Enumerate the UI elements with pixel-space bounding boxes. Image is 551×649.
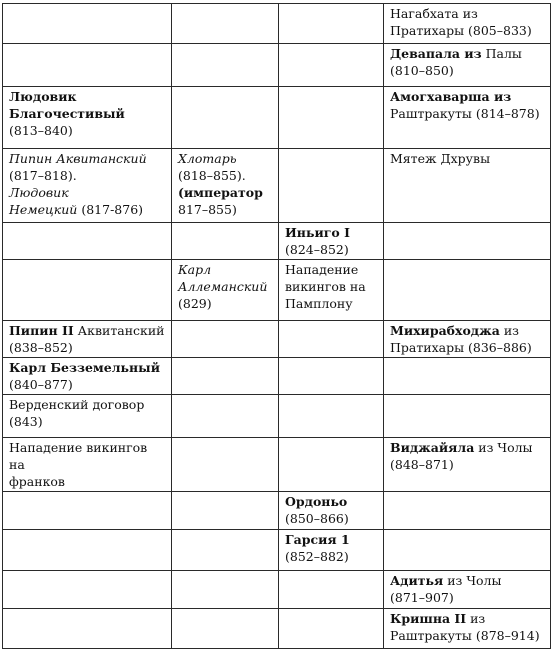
cell-text: из bbox=[499, 323, 519, 338]
table-cell-col2 bbox=[172, 492, 279, 530]
table-cell-col1 bbox=[3, 609, 172, 649]
table-row bbox=[3, 609, 551, 649]
cell-line bbox=[9, 88, 165, 105]
cell-text: Михирабходжа bbox=[390, 323, 500, 338]
cell-text: Нагабхата из bbox=[390, 6, 478, 21]
table-cell-col3 bbox=[279, 223, 384, 260]
table-cell-col2 bbox=[172, 571, 279, 609]
table-cell-col4 bbox=[384, 492, 551, 530]
table-cell-col3 bbox=[279, 438, 384, 492]
cell-text: Карл bbox=[178, 262, 212, 277]
table-cell-col2 bbox=[172, 149, 279, 223]
table-cell-col1 bbox=[3, 492, 172, 530]
table-cell-col4 bbox=[384, 321, 551, 358]
table-cell-col1 bbox=[3, 395, 172, 438]
cell-text: (810–850) bbox=[390, 63, 454, 78]
table-cell-col1 bbox=[3, 87, 172, 149]
table-cell-col4 bbox=[384, 4, 551, 44]
cell-line bbox=[390, 5, 544, 22]
cell-line bbox=[285, 224, 377, 241]
table-cell-col1 bbox=[3, 358, 172, 395]
table-cell-col4 bbox=[384, 260, 551, 321]
table-cell-col1 bbox=[3, 438, 172, 492]
table-cell-col4 bbox=[384, 149, 551, 223]
cell-line bbox=[178, 167, 272, 184]
table-row bbox=[3, 395, 551, 438]
table-cell-col4 bbox=[384, 87, 551, 149]
table-cell-col4 bbox=[384, 530, 551, 571]
cell-text: из Чолы bbox=[474, 440, 533, 455]
cell-line bbox=[9, 376, 165, 393]
table-cell-col2 bbox=[172, 395, 279, 438]
cell-line bbox=[9, 473, 165, 490]
cell-text: Карл Безземельный bbox=[9, 360, 160, 375]
cell-line bbox=[390, 62, 544, 79]
cell-line bbox=[390, 150, 544, 167]
cell-text: (850–866) bbox=[285, 511, 349, 526]
cell-text: (871–907) bbox=[390, 590, 454, 605]
table-cell-col1 bbox=[3, 260, 172, 321]
table-cell-col1 bbox=[3, 223, 172, 260]
cell-line bbox=[178, 201, 272, 218]
table-cell-col3 bbox=[279, 395, 384, 438]
cell-line bbox=[9, 339, 165, 356]
cell-text: из bbox=[466, 611, 486, 626]
table-cell-col3 bbox=[279, 609, 384, 649]
cell-text: Амогхаварша из bbox=[390, 89, 512, 104]
cell-line bbox=[9, 150, 165, 167]
cell-line bbox=[390, 456, 544, 473]
table-cell-col2 bbox=[172, 321, 279, 358]
table-cell-col1 bbox=[3, 571, 172, 609]
table-cell-col3 bbox=[279, 44, 384, 87]
cell-line bbox=[285, 510, 377, 527]
cell-text: (848–871) bbox=[390, 457, 454, 472]
table-cell-col1 bbox=[3, 530, 172, 571]
cell-line bbox=[285, 548, 377, 565]
table-cell-col2 bbox=[172, 609, 279, 649]
chronology-table bbox=[2, 3, 551, 649]
table-row bbox=[3, 492, 551, 530]
chronology-table-body bbox=[3, 4, 551, 649]
cell-text: Нападение викингов на bbox=[9, 440, 148, 472]
cell-text: Немецкий bbox=[9, 202, 78, 217]
cell-text: Гарсия 1 bbox=[285, 532, 350, 547]
table-cell-col4 bbox=[384, 44, 551, 87]
cell-line bbox=[390, 589, 544, 606]
cell-text: Адитья bbox=[390, 573, 444, 588]
cell-text: Пипин II bbox=[9, 323, 74, 338]
cell-text: Пипин Аквитанский bbox=[9, 151, 147, 166]
table-cell-col4 bbox=[384, 609, 551, 649]
cell-text: (император bbox=[178, 185, 263, 200]
cell-line bbox=[9, 184, 165, 201]
table-row bbox=[3, 223, 551, 260]
cell-text: (824–852) bbox=[285, 242, 349, 257]
table-cell-col1 bbox=[3, 44, 172, 87]
cell-text: Аквитанский bbox=[73, 323, 165, 338]
cell-line bbox=[390, 439, 544, 456]
cell-text: Иньиго I bbox=[285, 225, 350, 240]
table-cell-col1 bbox=[3, 4, 172, 44]
table-cell-col2 bbox=[172, 358, 279, 395]
cell-line bbox=[285, 278, 377, 295]
cell-text: Аллеманский bbox=[178, 279, 268, 294]
table-cell-col2 bbox=[172, 260, 279, 321]
cell-text: франков bbox=[9, 474, 65, 489]
table-row bbox=[3, 438, 551, 492]
cell-line bbox=[9, 122, 165, 139]
table-row bbox=[3, 87, 551, 149]
table-row bbox=[3, 149, 551, 223]
cell-text: из Чолы bbox=[443, 573, 502, 588]
table-cell-col3 bbox=[279, 530, 384, 571]
table-cell-col3 bbox=[279, 571, 384, 609]
table-row bbox=[3, 44, 551, 87]
cell-line bbox=[285, 295, 377, 312]
table-cell-col3 bbox=[279, 87, 384, 149]
table-row bbox=[3, 358, 551, 395]
cell-line bbox=[178, 278, 272, 295]
cell-text: Пратихары (836–886) bbox=[390, 340, 532, 355]
cell-line bbox=[178, 150, 272, 167]
cell-line bbox=[178, 184, 272, 201]
cell-line bbox=[9, 201, 165, 218]
table-row bbox=[3, 4, 551, 44]
cell-line bbox=[285, 241, 377, 258]
cell-text: Девапала из bbox=[390, 46, 482, 61]
cell-line bbox=[9, 439, 165, 473]
table-cell-col2 bbox=[172, 438, 279, 492]
cell-line bbox=[390, 88, 544, 105]
cell-text: 817–855) bbox=[178, 202, 237, 217]
cell-line bbox=[390, 339, 544, 356]
cell-line bbox=[9, 105, 165, 122]
cell-line bbox=[390, 627, 544, 644]
cell-text: Верденский договор bbox=[9, 397, 145, 412]
cell-line bbox=[9, 413, 165, 430]
table-cell-col1 bbox=[3, 149, 172, 223]
cell-line bbox=[178, 261, 272, 278]
table-cell-col4 bbox=[384, 438, 551, 492]
cell-text: Кришна II bbox=[390, 611, 467, 626]
cell-line bbox=[285, 493, 377, 510]
table-cell-col3 bbox=[279, 149, 384, 223]
cell-text: (818–855). bbox=[178, 168, 246, 183]
cell-line bbox=[390, 105, 544, 122]
table-cell-col4 bbox=[384, 358, 551, 395]
table-cell-col1 bbox=[3, 321, 172, 358]
cell-line bbox=[390, 322, 544, 339]
table-row bbox=[3, 321, 551, 358]
table-cell-col2 bbox=[172, 4, 279, 44]
table-row bbox=[3, 260, 551, 321]
cell-text: Палы bbox=[481, 46, 522, 61]
cell-text: (829) bbox=[178, 296, 212, 311]
cell-text: Раштракуты (814–878) bbox=[390, 106, 540, 121]
table-cell-col3 bbox=[279, 4, 384, 44]
cell-line bbox=[285, 531, 377, 548]
cell-text: Нападение bbox=[285, 262, 359, 277]
table-cell-col3 bbox=[279, 492, 384, 530]
cell-text: Раштракуты (878–914) bbox=[390, 628, 540, 643]
cell-text: Ордоньо bbox=[285, 494, 348, 509]
cell-text: (817–818). bbox=[9, 168, 77, 183]
cell-line bbox=[390, 22, 544, 39]
table-cell-col2 bbox=[172, 87, 279, 149]
table-cell-col3 bbox=[279, 358, 384, 395]
table-cell-col4 bbox=[384, 571, 551, 609]
cell-text: Людовик bbox=[9, 185, 69, 200]
cell-text: Людовик bbox=[9, 89, 77, 104]
cell-line bbox=[285, 261, 377, 278]
cell-line bbox=[9, 322, 165, 339]
table-cell-col3 bbox=[279, 321, 384, 358]
cell-text: (813–840) bbox=[9, 123, 73, 138]
table-cell-col2 bbox=[172, 44, 279, 87]
cell-line bbox=[390, 610, 544, 627]
table-cell-col4 bbox=[384, 395, 551, 438]
cell-text: Виджайяла bbox=[390, 440, 475, 455]
cell-line bbox=[178, 295, 272, 312]
cell-text: (843) bbox=[9, 414, 43, 429]
cell-line bbox=[390, 45, 544, 62]
cell-line bbox=[9, 396, 165, 413]
cell-text: Благочестивый bbox=[9, 106, 125, 121]
cell-text: Хлотарь bbox=[178, 151, 237, 166]
table-cell-col2 bbox=[172, 530, 279, 571]
cell-line bbox=[9, 359, 165, 376]
table-cell-col4 bbox=[384, 223, 551, 260]
table-row bbox=[3, 571, 551, 609]
cell-line bbox=[390, 572, 544, 589]
cell-text: Пратихары (805–833) bbox=[390, 23, 532, 38]
cell-text: (852–882) bbox=[285, 549, 349, 564]
cell-line bbox=[9, 167, 165, 184]
table-cell-col2 bbox=[172, 223, 279, 260]
cell-text: (838–852) bbox=[9, 340, 73, 355]
table-row bbox=[3, 530, 551, 571]
cell-text: (817-876) bbox=[77, 202, 144, 217]
cell-text: Мятеж Дхрувы bbox=[390, 151, 491, 166]
table-cell-col3 bbox=[279, 260, 384, 321]
cell-text: викингов на bbox=[285, 279, 366, 294]
cell-text: (840–877) bbox=[9, 377, 73, 392]
cell-text: Памплону bbox=[285, 296, 353, 311]
